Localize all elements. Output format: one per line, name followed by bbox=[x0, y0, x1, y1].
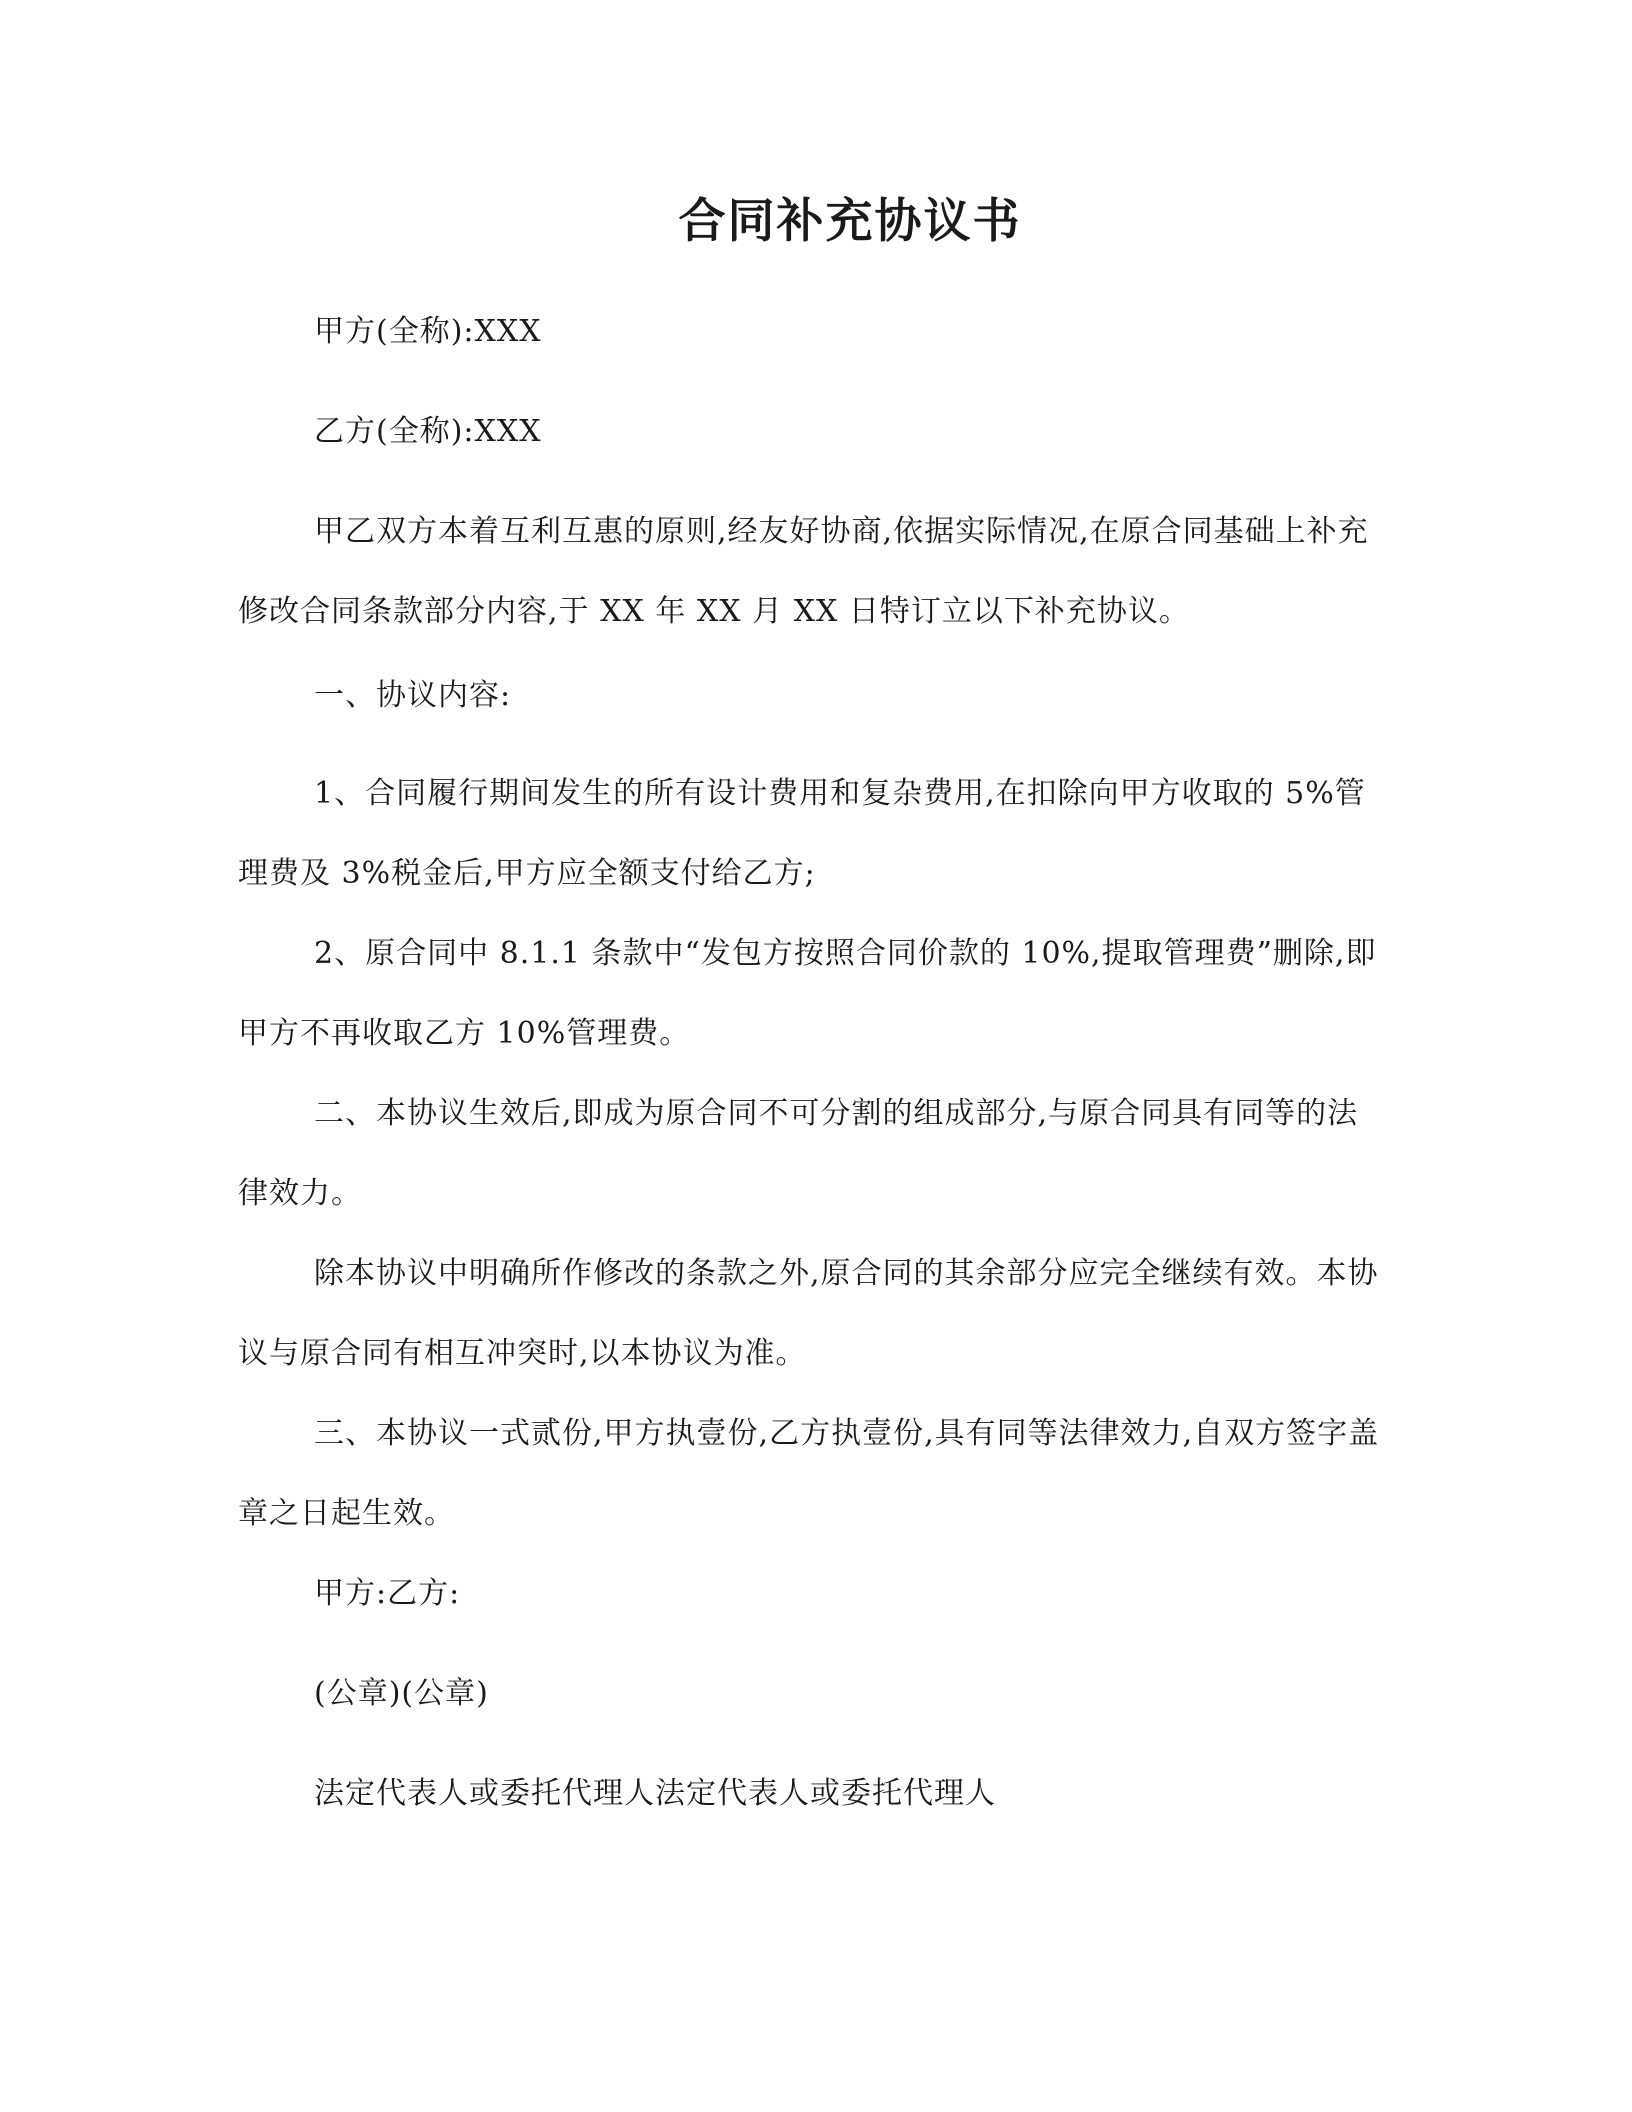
preamble-paragraph: 甲乙双方本着互利互惠的原则,经友好协商,依据实际情况,在原合同基础上补充修改合同条款部分内容,于 XX 年 XX 月 XX 日特订立以下补充协议。 bbox=[238, 514, 1369, 629]
section-1-heading: 一、协议内容: bbox=[314, 678, 512, 713]
party-a-line: 甲方(全称):XXX bbox=[314, 314, 542, 349]
representative-line: 法定代表人或委托代理人法定代表人或委托代理人 bbox=[314, 1776, 996, 1811]
remaining-clause-paragraph: 除本协议中明确所作修改的条款之外,原合同的其余部分应完全继续有效。本协议与原合同有相互冲突时,以本协议为准。 bbox=[238, 1256, 1379, 1371]
agreement-item-2: 2、原合同中 8.1.1 条款中“发包方按照合同价款的 10%,提取管理费”删除,即甲方不再收取乙方 10%管理费。 bbox=[238, 936, 1377, 1051]
signature-parties-line: 甲方:乙方: bbox=[314, 1576, 461, 1611]
seal-line: (公章)(公章) bbox=[314, 1676, 489, 1711]
section-2-paragraph: 二、本协议生效后,即成为原合同不可分割的组成部分,与原合同具有同等的法律效力。 bbox=[238, 1096, 1359, 1211]
document-title: 合同补充协议书 bbox=[678, 194, 1022, 249]
agreement-item-1: 1、合同履行期间发生的所有设计费用和复杂费用,在扣除向甲方收取的 5%管理费及 3%税金后,甲方应全额支付给乙方; bbox=[238, 776, 1366, 891]
party-b-line: 乙方(全称):XXX bbox=[314, 414, 542, 449]
section-3-paragraph: 三、本协议一式贰份,甲方执壹份,乙方执壹份,具有同等法律效力,自双方签字盖章之日起生效。 bbox=[238, 1416, 1380, 1531]
